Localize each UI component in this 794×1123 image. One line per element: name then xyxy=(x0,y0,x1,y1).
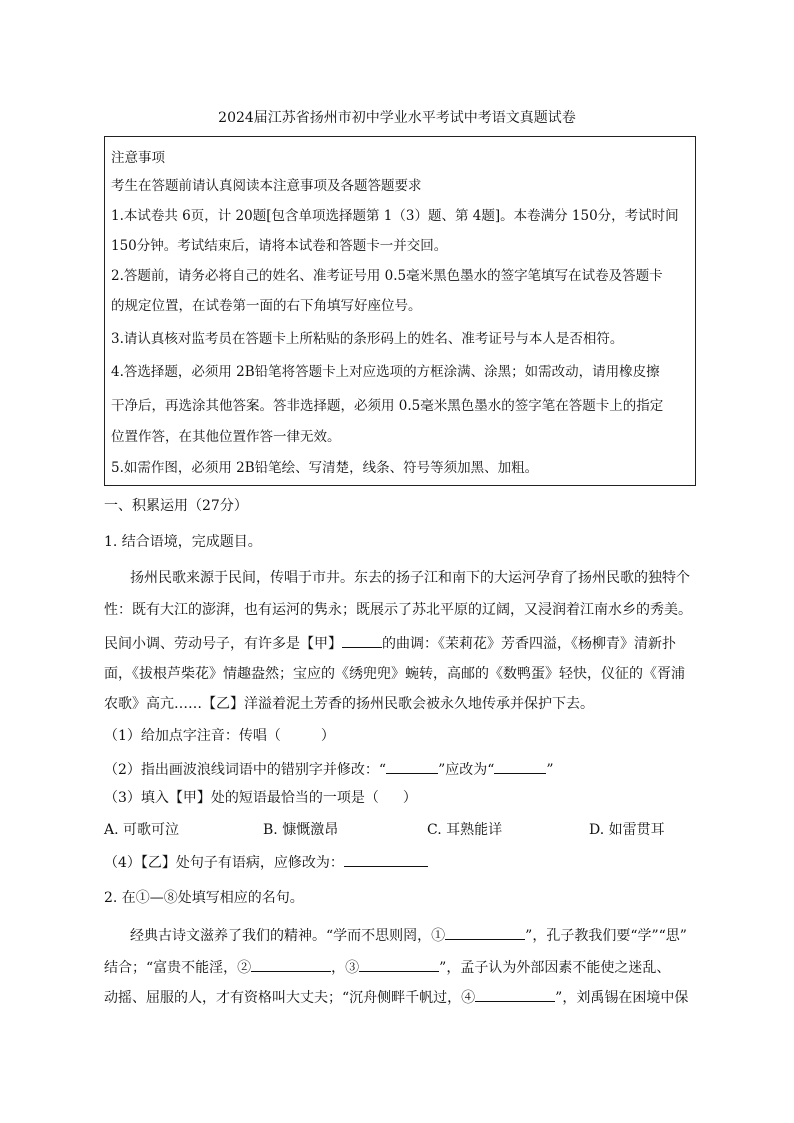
sub-question-4 xyxy=(104,852,428,872)
notice-line: 3.请认真核对监考员在答题卡上所粘贴的条形码上的姓名、准考证号与本人是否相符。 xyxy=(111,331,624,347)
q2-line xyxy=(104,957,670,977)
sub-question-text: ” xyxy=(546,762,554,778)
notice-line: 4.答选择题，必须用 2B铅笔将答题卡上对应选项的方框涂满、涂黑；如需改动，请用橡皮擦 xyxy=(111,364,660,380)
circled-number: ② xyxy=(237,960,252,976)
q2-line xyxy=(130,925,687,945)
passage-line: 性：既有大江的澎湃，也有运河的隽永；既展示了苏北平原的辽阔，又浸润着江南水乡的秀美。 xyxy=(104,602,692,618)
blank-1[interactable] xyxy=(445,925,525,940)
sub-question-text: （3）填入【甲】处的短语最恰当的一项是（ xyxy=(104,790,379,806)
sub-question-text: （1）给加点字注音：传唱（ xyxy=(104,728,281,744)
blank-2[interactable] xyxy=(251,957,331,972)
passage-line: 扬州民歌来源于民间，传唱于市井。东去的扬子江和南下的大运河孕育了扬州民歌的独特个 xyxy=(130,570,690,586)
blank-revision[interactable] xyxy=(344,852,428,867)
notice-line: 位置作答，在其他位置作答一律无效。 xyxy=(111,429,341,445)
sub-question-text: ”应改为“ xyxy=(438,762,495,778)
q2-text: ”，孟子认为外部因素不能使之迷乱、 xyxy=(439,960,671,976)
circled-number: ① xyxy=(431,928,446,944)
notice-line: 5.如需作图，必须用 2B铅笔绘、写清楚，线条、符号等须加黑、加粗。 xyxy=(111,460,539,476)
passage-line: 面，《拔根芦柴花》情趣盎然；宝应的《绣兜兜》蜿转，高邮的《数鸭蛋》轻快，仪征的《胥浦 xyxy=(104,666,685,682)
q2-text: ”，孔子教我们要“学”“思” xyxy=(525,928,687,944)
option-b[interactable]: B. 慷慨激昂 xyxy=(263,822,339,838)
notice-line: 150分钟。考试结束后，请将本试卷和答题卡一并交回。 xyxy=(111,238,448,254)
sub-question-1 xyxy=(104,727,335,745)
passage-line: 农歌》高亢……【乙】洋溢着泥土芳香的扬州民歌会被永久地传承并保护下去。 xyxy=(104,696,594,712)
circled-number: ③ xyxy=(345,960,360,976)
option-c[interactable]: C. 耳熟能详 xyxy=(427,822,503,838)
notice-line: 2.答题前，请务必将自己的姓名、准考证号用 0.5毫米黑色墨水的签字笔填写在试卷及答题卡 xyxy=(111,268,663,284)
q2-text: ， xyxy=(331,960,346,976)
circled-number: ④ xyxy=(461,990,476,1006)
notice-line: 干净后，再选涂其他答案。答非选择题，必须用 0.5毫米黑色墨水的签字笔在答题卡上的指定 xyxy=(111,398,664,414)
blank-3[interactable] xyxy=(359,957,439,972)
q2-text: ”，刘禹锡在困境中保 xyxy=(555,990,689,1006)
option-d[interactable]: D. 如雷贯耳 xyxy=(589,822,665,838)
sub-question-text: （4）【乙】处句子有语病，应修改为： xyxy=(104,855,344,871)
notice-line: 1.本试卷共 6页，计 20题[包含单项选择题第 1（3）题、第 4题]。本卷满分 150分，考试时间 xyxy=(111,208,679,224)
sub-question-text: ） xyxy=(320,728,335,744)
exam-title: 2024届江苏省扬州市初中学业水平考试中考语文真题试卷 xyxy=(218,110,576,126)
q2-text: 动摇、屈服的人，才有资格叫大丈夫；“沉舟侧畔千帆过， xyxy=(104,990,462,1006)
passage-text: 的曲调：《茉莉花》芳香四溢，《杨柳青》清新扑 xyxy=(382,636,676,652)
sub-question-text: ） xyxy=(402,790,417,806)
sub-question-2 xyxy=(104,759,554,779)
question-2-stem: 2. 在①—⑧处填写相应的名句。 xyxy=(104,890,304,906)
passage-line xyxy=(104,633,676,653)
q2-text: 经典古诗文滋养了我们的精神。“学而不思则罔， xyxy=(130,928,432,944)
notice-box xyxy=(104,136,696,486)
blank-correct-char[interactable] xyxy=(494,759,546,774)
notice-heading: 注意事项 xyxy=(111,150,165,166)
blank-wrong-char[interactable] xyxy=(386,759,438,774)
notice-line: 的规定位置，在试卷第一面的右下角填写好座位号。 xyxy=(111,298,422,314)
notice-line: 考生在答题前请认真阅读本注意事项及各题答题要求 xyxy=(111,178,422,194)
blank-4[interactable] xyxy=(475,987,555,1002)
question-1-stem: 1. 结合语境，完成题目。 xyxy=(104,534,262,550)
sub-question-text: （2）指出画波浪线词语中的错别字并修改：“ xyxy=(104,762,387,778)
section-heading: 一、积累运用（27分） xyxy=(104,498,248,514)
q2-text: 结合；“富贵不能淫， xyxy=(104,960,238,976)
option-a[interactable]: A. 可歌可泣 xyxy=(104,822,180,838)
passage-text: 民间小调、劳动号子，有许多是【甲】 xyxy=(104,636,342,652)
blank-jia[interactable] xyxy=(342,633,382,648)
sub-question-3 xyxy=(104,789,417,807)
q2-line xyxy=(104,987,688,1007)
